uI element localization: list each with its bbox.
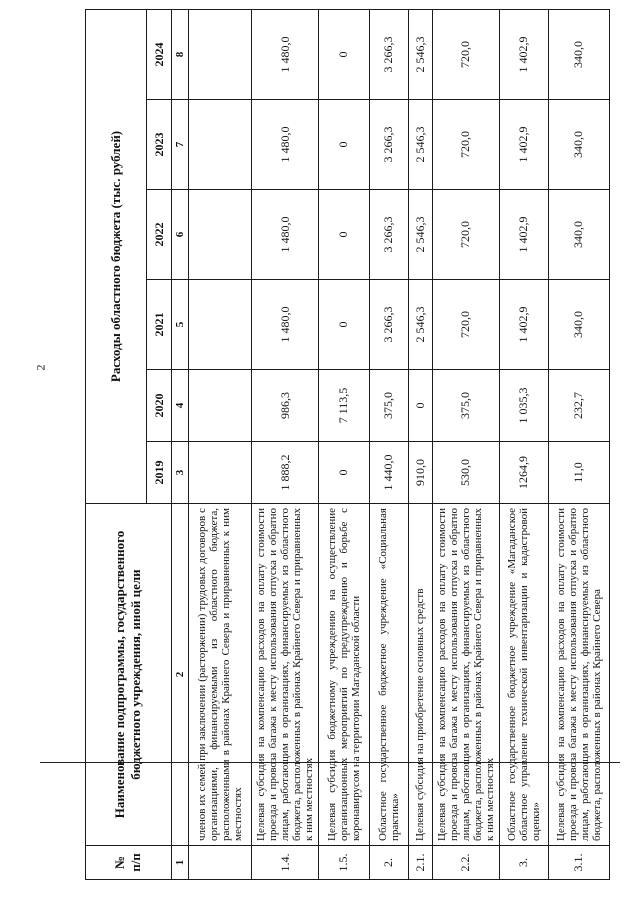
value-cell: 720,0: [433, 280, 499, 370]
value-cell: 0: [318, 9, 369, 99]
value-cell: 1264,9: [499, 442, 548, 504]
row-name: Целевая субсидия на приобретение основных средств: [408, 504, 433, 846]
value-cell: 2 546,3: [408, 9, 433, 99]
index-cell: 1: [171, 846, 188, 880]
value-cell: 2 546,3: [408, 190, 433, 280]
value-cell: 7 113,5: [318, 370, 369, 442]
value-cell: 720,0: [433, 9, 499, 99]
table-row: [252, 9, 318, 879]
index-cell: 6: [171, 190, 188, 280]
value-cell: 340,0: [548, 9, 609, 99]
row-name: Целевая субсидия на компенсацию расходов на оплату стоимости проезда и провоза багажа к месту использования отпуска и обратно лицам, работающим в организациях, финансируемых из областного бюджета, расположенных в районах Крайнего Севера и приравненных к ним местностях: [252, 504, 318, 846]
row-name: Областное государственное бюджетное учреждение «Социальная практика»: [369, 504, 408, 846]
value-cell: 1 402,9: [499, 190, 548, 280]
header-name: Наименование подпрограммы, государственного бюджетного учреждения, иной цели: [86, 504, 172, 846]
index-cell: 3: [171, 442, 188, 504]
value-cell: 11,0: [548, 442, 609, 504]
value-cell: 2 546,3: [408, 280, 433, 370]
value-cell: [189, 190, 252, 280]
index-cell: 5: [171, 280, 188, 370]
header-no: № п/п: [86, 846, 172, 880]
value-cell: 1 480,0: [252, 190, 318, 280]
row-name: Целевая субсидия на компенсацию расходов на оплату стоимости проезда и провоза багажа к месту использования отпуска и обратно лицам, работающим в организациях, финансируемых из областного бюджета, расположенных в районах Крайнего Севера и приравненных к ним местностях: [433, 504, 499, 846]
value-cell: [189, 9, 252, 99]
header-year: 2020: [147, 370, 172, 442]
value-cell: 340,0: [548, 100, 609, 190]
value-cell: 3 266,3: [369, 190, 408, 280]
value-cell: 720,0: [433, 100, 499, 190]
index-cell: 7: [171, 100, 188, 190]
value-cell: 1 480,0: [252, 9, 318, 99]
index-cell: 8: [171, 9, 188, 99]
table-row: [433, 9, 499, 879]
row-number: [189, 846, 252, 880]
value-cell: [189, 280, 252, 370]
table-row: [548, 9, 609, 879]
index-cell: 2: [171, 504, 188, 846]
value-cell: 1 402,9: [499, 280, 548, 370]
row-number: 2.: [369, 846, 408, 880]
table-row: [499, 9, 548, 879]
value-cell: 232,7: [548, 370, 609, 442]
row-number: 3.: [499, 846, 548, 880]
value-cell: 0: [318, 190, 369, 280]
table-row: [189, 9, 252, 879]
value-cell: 0: [318, 100, 369, 190]
value-cell: 1 440,0: [369, 442, 408, 504]
value-cell: 720,0: [433, 190, 499, 280]
header-year: 2024: [147, 9, 172, 99]
header-budget: Расходы областного бюджета (тыс. рублей): [86, 9, 147, 503]
value-cell: 0: [408, 370, 433, 442]
value-cell: 3 266,3: [369, 280, 408, 370]
row-number: 3.1.: [548, 846, 609, 880]
row-name: Областное государственное бюджетное учреждение «Магаданское областное управление технической инвентаризации и кадастровой оценки»: [499, 504, 548, 846]
value-cell: 530,0: [433, 442, 499, 504]
header-year: 2019: [147, 442, 172, 504]
table-row: [318, 9, 369, 879]
value-cell: 375,0: [433, 370, 499, 442]
value-cell: 340,0: [548, 280, 609, 370]
value-cell: 3 266,3: [369, 100, 408, 190]
value-cell: [189, 442, 252, 504]
row-name: членов их семей при заключении (расторжении) трудовых договоров с организациями, финансируемыми из областного бюджета, расположенными в районах Крайнего Севера и приравненных к ним местностях: [189, 504, 252, 846]
value-cell: 1 480,0: [252, 100, 318, 190]
table-row: [369, 9, 408, 879]
value-cell: 340,0: [548, 190, 609, 280]
value-cell: 375,0: [369, 370, 408, 442]
value-cell: 1 888,2: [252, 442, 318, 504]
header-year: 2023: [147, 100, 172, 190]
value-cell: 910,0: [408, 442, 433, 504]
budget-table: [85, 9, 610, 880]
header-year: 2022: [147, 190, 172, 280]
page-number: 2: [33, 364, 48, 371]
row-number: 1.5.: [318, 846, 369, 880]
value-cell: 1 402,9: [499, 9, 548, 99]
value-cell: 0: [318, 442, 369, 504]
row-number: 1.4.: [252, 846, 318, 880]
value-cell: 2 546,3: [408, 100, 433, 190]
value-cell: 1 480,0: [252, 280, 318, 370]
row-name: Целевая субсидия на компенсацию расходов на оплату стоимости проезда и провоза багажа к месту использования отпуска и обратно лицам, работающим в организациях, финансируемых из областного бюджета, расположенных в районах Крайнего Севера: [548, 504, 609, 846]
row-name: Целевая субсидия бюджетному учреждению на осуществление организационных мероприятий по предупреждению и борьбе с коронавирусом на территории Магаданской области: [318, 504, 369, 846]
rotated-table-container: [85, 10, 610, 880]
value-cell: 1 402,9: [499, 100, 548, 190]
value-cell: 0: [318, 280, 369, 370]
value-cell: [189, 100, 252, 190]
row-number: 2.2.: [433, 846, 499, 880]
value-cell: 986,3: [252, 370, 318, 442]
row-number: 2.1.: [408, 846, 433, 880]
table-row: [408, 9, 433, 879]
header-year: 2021: [147, 280, 172, 370]
value-cell: [189, 370, 252, 442]
value-cell: 3 266,3: [369, 9, 408, 99]
index-cell: 4: [171, 370, 188, 442]
value-cell: 1 035,3: [499, 370, 548, 442]
